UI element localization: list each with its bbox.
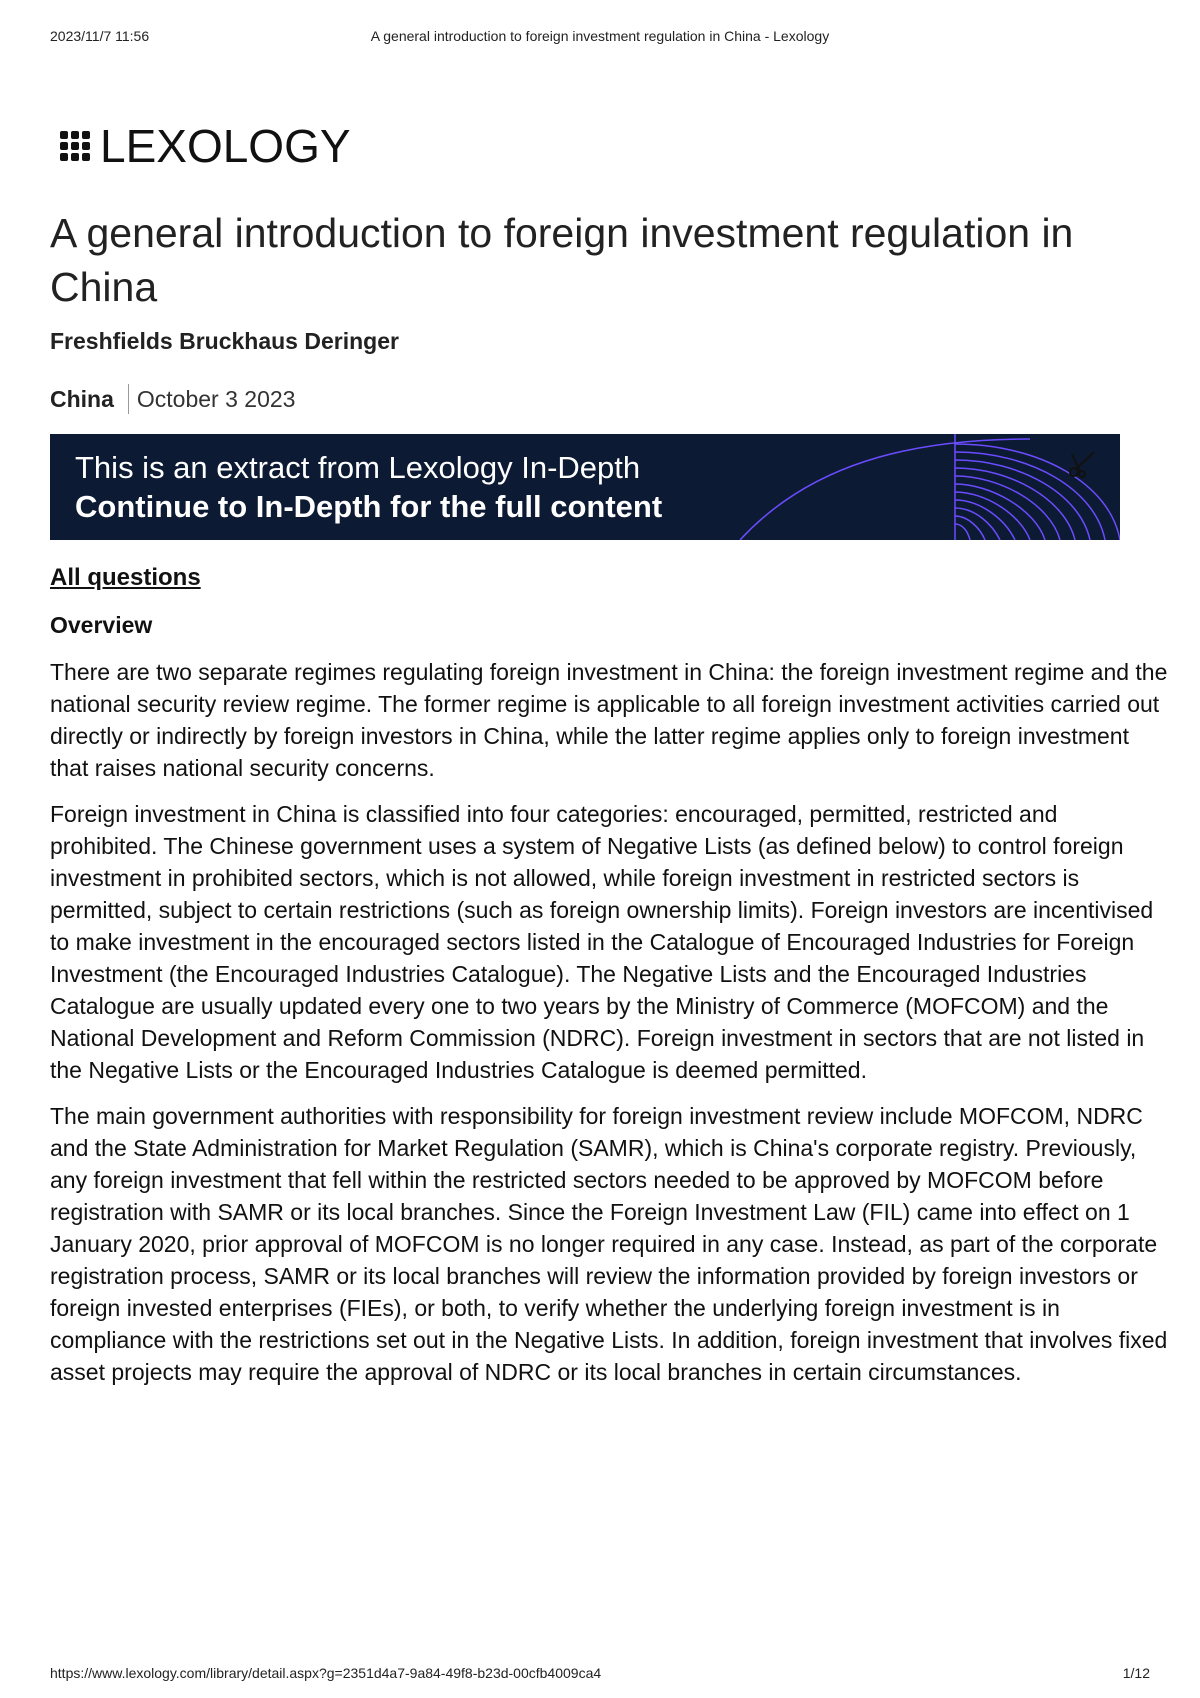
jurisdiction-tag[interactable]: China xyxy=(50,385,114,412)
paragraph: There are two separate regimes regulating foreign investment in China: the foreign investment regime and the national security review regime. The former regime is applicable to all foreign investment activities carried out directly or indirectly by foreign investors in China, while the latter regime applies only to foreign investment that raises national security concerns. xyxy=(50,659,1168,781)
in-depth-banner[interactable] xyxy=(50,434,1120,540)
article-body xyxy=(50,656,1170,1402)
article-date: October 3 2023 xyxy=(136,385,296,412)
print-footer xyxy=(50,1665,1150,1685)
print-header xyxy=(50,28,1150,48)
article-meta xyxy=(50,384,295,414)
print-page-title: A general introduction to foreign investment regulation in China - Lexology xyxy=(370,28,830,44)
scissors-icon xyxy=(1066,448,1098,480)
article-author[interactable]: Freshfields Bruckhaus Deringer xyxy=(50,328,399,354)
meta-divider xyxy=(128,384,129,414)
print-timestamp: 2023/11/7 11:56 xyxy=(50,28,150,44)
article-title: A general introduction to foreign investment regulation in China xyxy=(50,210,1074,310)
paragraph: Foreign investment in China is classified into four categories: encouraged, permitted, restricted and prohibited. The Chinese government uses a system of Negative Lists (as defined below) to control foreign investment in prohibited sectors, which is not allowed, while foreign investment in restricted sectors is permitted, subject to certain restrictions (such as foreign ownership limits). Foreign investors are incentivised to make investment in the encouraged sectors listed in the Catalogue of Encouraged Industries for Foreign Investment (the Encouraged Industries Catalogue). The Negative Lists and the Encouraged Industries Catalogue are usually updated every one to two years by the Ministry of Commerce (MOFCOM) and the National Development and Reform Commission (NDRC). Foreign investment in sectors that are not listed in the Negative Lists or the Encouraged Industries Catalogue is deemed permitted. xyxy=(50,801,1154,1083)
print-url: https://www.lexology.com/library/detail.aspx?g=2351d4a7-9a84-49f8-b23d-00cfb4009ca4 xyxy=(50,1665,602,1681)
logo-wordmark: LEXOLOGY xyxy=(100,120,351,172)
logo-mark-icon xyxy=(60,131,90,161)
banner-line2[interactable]: Continue to In-Depth for the full content xyxy=(75,489,663,524)
paragraph: The main government authorities with responsibility for foreign investment review include MOFCOM, NDRC and the State Administration for Market Regulation (SAMR), which is China's corporate registry. Previously, any foreign investment that fell within the restricted sectors needed to be approved by MOFCOM before registration with SAMR or its local branches. Since the Foreign Investment Law (FIL) came into effect on 1 January 2020, prior approval of MOFCOM is no longer required in any case. Instead, as part of the corporate registration process, SAMR or its local branches will review the information provided by foreign investors or foreign invested enterprises (FIEs), or both, to verify whether the underlying foreign investment is in compliance with the restrictions set out in the Negative Lists. In addition, foreign investment that involves fixed asset projects may require the approval of NDRC or its local branches in certain circumstances. xyxy=(50,1103,1168,1385)
banner-line1: This is an extract from Lexology In-Depth xyxy=(75,450,641,485)
section-heading: Overview xyxy=(50,612,153,638)
all-questions-link[interactable]: All questions xyxy=(50,564,201,591)
print-page-number: 1/12 xyxy=(1122,1665,1150,1681)
lexology-logo[interactable] xyxy=(60,122,351,170)
